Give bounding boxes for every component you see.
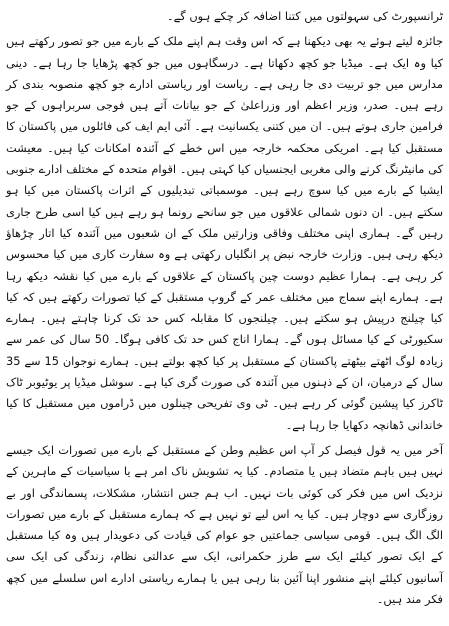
- paragraph-conclusion: آخر میں یہ قول فیصل کر آپ اس عظیم وطن کے مستقبل کے بارے میں تصورات ایک جیسے نہیں ہیں باہم متضاد ہیں یا متصادم۔ کیا یہ تشویش ناک امر ہے یا سیاسیات کے ماہرین کے نزدیک اس میں فکر کی کوئی بات نہیں۔ اب ہم جس انتشار، مشکلات، پسماندگی اور بے روزگاری سے دوچار ہیں۔ کیا یہ اس لیے تو نہیں ہے کہ ہمارے مستقبل کے بارے میں تصورات الگ الگ ہیں۔ قومی سیاسی جماعتیں جو عوام کی قیادت کی دعویدار ہیں وہ کیا مستقبل کے ایک تصور کیلئے ایک سے طرز حکمرانی، ایک سے عدالتی نظام، زندگی کی ایک سی آسانیوں کیلئے اپنے منشور اپنا آئین بنا رہی ہیں یا ہمارے ریاستی ادارے اس سلسلے میں کچھ فکر مند ہیں۔: [6, 442, 443, 607]
- article-body: [6, 6, 443, 620]
- paragraph-opening-fragment: ٹرانسپورٹ کی سہولتوں میں کتنا اضافہ کر چکے ہوں گے۔: [166, 9, 443, 23]
- paragraph-survey-of-perspectives: جائزہ لیتے ہوئے یہ بھی دیکھنا ہے کہ اس وقت ہم اپنے ملک کے بارے میں جو تصور رکھتے ہیں کیا وہ ایک ہے۔ میڈیا جو کچھ دکھاتا ہے۔ درسگاہوں میں جو کچھ پڑھایا جا رہا ہے۔ دینی مدارس میں جو تربیت دی جا رہی ہے۔ ریاست اور ریاستی ادارے جو کچھ منصوبہ بندی کر رہے ہیں۔ صدر، وزیر اعظم اور وزراعلیٰ کے جو بیانات آتے ہیں فوجی سربراہوں کے جو فرامین جاری ہوتے ہیں۔ ان میں کتنی یکسانیت ہے۔ آئی ایم ایف کی فائلوں میں پاکستان کا مستقبل کیا ہے۔ امریکی محکمہ خارجہ میں اس خطے کے آئندہ امکانات کیا ہیں۔ معیشت کی مانیٹرنگ کرنے والی مغربی ایجنسیاں کیا کہتی ہیں۔ اقوام متحدہ کے مختلف ادارے جنوبی ایشیا کے بارے میں کیا سوچ رہے ہیں۔ موسمیاتی تبدیلیوں کے اثرات پاکستان میں کیا ہو سکتے ہیں۔ ان دنوں شمالی علاقوں میں جو سانحے رونما ہو رہے ہیں کیا اسی طرح جاری رہیں گے۔ ہماری اپنی مختلف وفاقی وزارتیں ملک کے ان شعبوں میں آئندہ کیا اتار چڑھاؤ دیکھ رہی ہیں۔ وزارت خارجہ نبض پر انگلیاں رکھتی ہے وہ سفارت کاری میں کیا محسوس کر رہی ہے۔ ہمارا عظیم دوست چین پاکستان کے علاقوں کے بارے میں کیا نقشہ دیکھ رہا ہے۔ ہمارے اپنے سماج میں مختلف عمر کے گروپ مستقبل کے کیا تصورات رکھتے ہیں کہ کیا کیا چیلنج درپیش ہو سکتے ہیں۔ چیلنجوں کا مقابلہ کس حد تک کرنا چاہتے ہیں۔ ہمارے سکیورٹی کے کیا مسائل ہوں گے۔ ہمارا اناج کس حد تک کافی ہوگا۔ 50 سال کی عمر سے زیادہ لوگ اٹھتے بیٹھتے پاکستان کے مستقبل پر کیا کچھ بولتے ہیں۔ ہمارے نوجوان 15 سے 35 سال کے درمیان، ان کے ذہنوں میں آئندہ کی صورت گری کیا ہے۔ سوشل میڈیا پر یوٹیوبر ٹاک ٹاکرز کیا پیشین گوئی کر رہے ہیں۔ ٹی وی تفریحی چینلوں میں ڈراموں میں مستقبل کا کیا خاندانی ڈھانچہ دکھایا جا رہا ہے۔: [6, 34, 443, 432]
